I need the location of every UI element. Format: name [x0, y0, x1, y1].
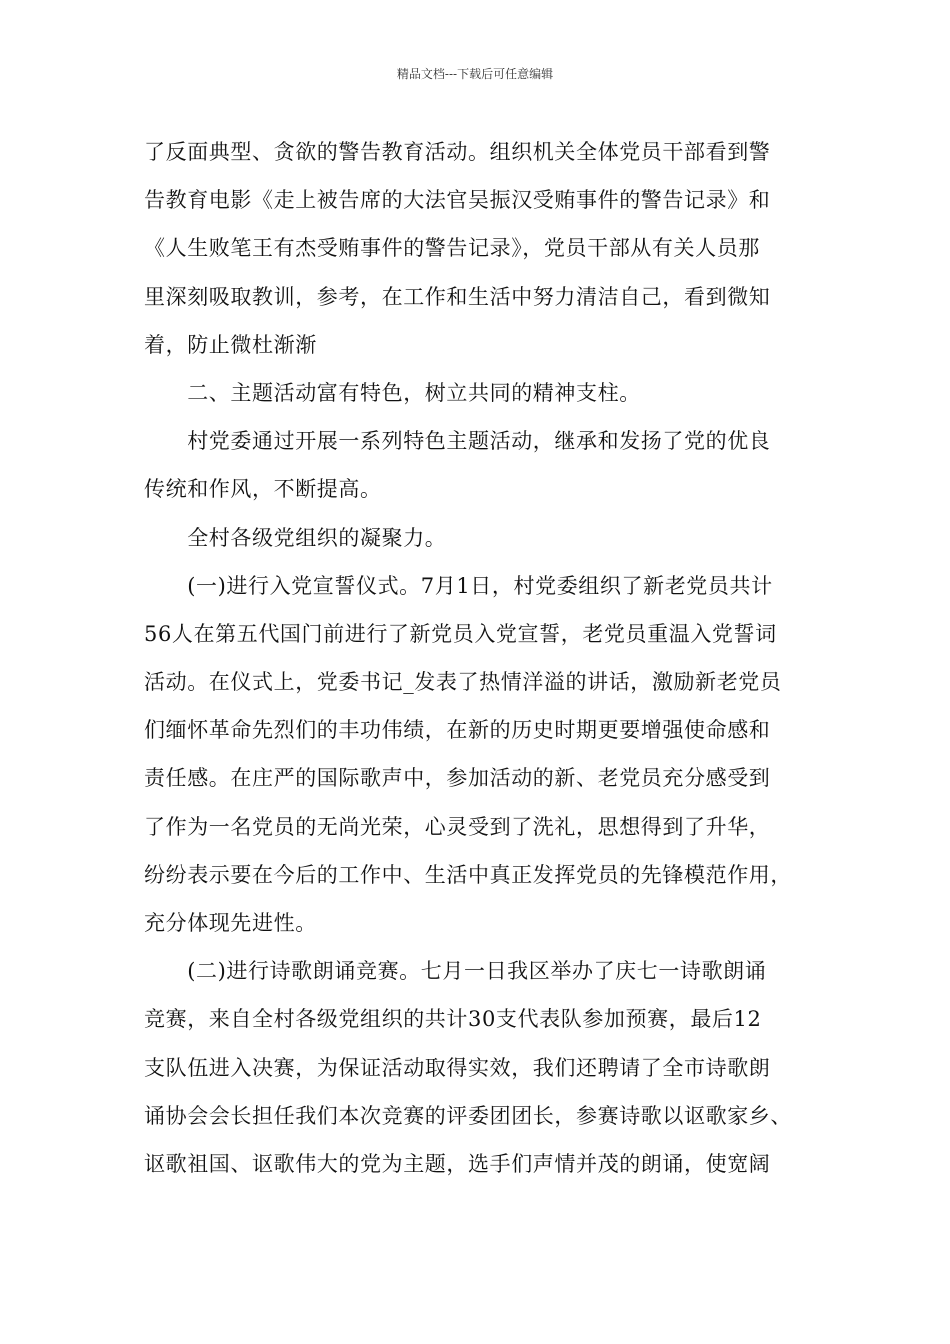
text-line: 了作为一名党员的无尚光荣，心灵受到了洗礼，思想得到了升华， [144, 814, 771, 839]
header-text: 精品文档---下载后可任意编辑 [396, 67, 554, 81]
paragraph-theme-activities [144, 417, 824, 513]
paragraph-cohesion [144, 514, 824, 562]
text-line: 着，防止微杜渐渐 [144, 332, 317, 357]
text-line: 告教育电影《走上被告席的大法官吴振汉受贿事件的警告记录》和 [144, 188, 771, 213]
text-line: 《人生败笔王有杰受贿事件的警告记录》，党员干部从有关人员那 [144, 236, 760, 261]
text-line: 二、主题活动富有特色，树立共同的精神支柱。 [144, 380, 641, 405]
paragraph-oath-ceremony [144, 562, 824, 948]
text-line: 纷纷表示要在今后的工作中、生活中真正发挥党员的先锋模范作用， [144, 862, 792, 887]
text-line: (二)进行诗歌朗诵竞赛。七月一日我区举办了庆七一诗歌朗诵 [144, 959, 767, 984]
paragraph-poetry-contest [144, 947, 824, 1188]
text-line: 全村各级党组织的凝聚力。 [144, 525, 447, 550]
text-line: 支队伍进入决赛，为保证活动取得实效，我们还聘请了全市诗歌朗 [144, 1055, 771, 1080]
text-line: 了反面典型、贪欲的警告教育活动。组织机关全体党员干部看到警 [144, 140, 771, 164]
text-line: 诵协会会长担任我们本次竞赛的评委团团长，参赛诗歌以讴歌家乡、 [144, 1103, 792, 1128]
text-line: 讴歌祖国、讴歌伟大的党为主题，选手们声情并茂的朗诵，使宽阔 [144, 1151, 771, 1176]
text-line: 里深刻吸取教训，参考，在工作和生活中努力清洁自己，看到微知 [144, 284, 771, 309]
section-heading-two [144, 369, 824, 417]
text-line: 村党委通过开展一系列特色主题活动，继承和发扬了党的优良 [144, 429, 771, 454]
text-line: 竞赛，来自全村各级党组织的共计30支代表队参加预赛，最后12 [144, 1007, 762, 1032]
text-line: 56人在第五代国门前进行了新党员入党宣誓，老党员重温入党誓词 [144, 621, 777, 646]
text-line: 责任感。在庄严的国际歌声中，参加活动的新、老党员充分感受到 [144, 766, 771, 791]
page-header [0, 66, 950, 82]
document-body [144, 128, 824, 1188]
paragraph-warning-education [144, 128, 824, 369]
text-line: 活动。在仪式上，党委书记_发表了热情洋溢的讲话，激励新老党员 [144, 670, 782, 695]
text-line: 们缅怀革命先烈们的丰功伟绩，在新的历史时期更要增强使命感和 [144, 718, 771, 743]
text-line: (一)进行入党宣誓仪式。7月1日，村党委组织了新老党员共计 [144, 573, 773, 598]
text-line: 传统和作风，不断提高。 [144, 477, 382, 502]
text-line: 充分体现先进性。 [144, 911, 317, 935]
